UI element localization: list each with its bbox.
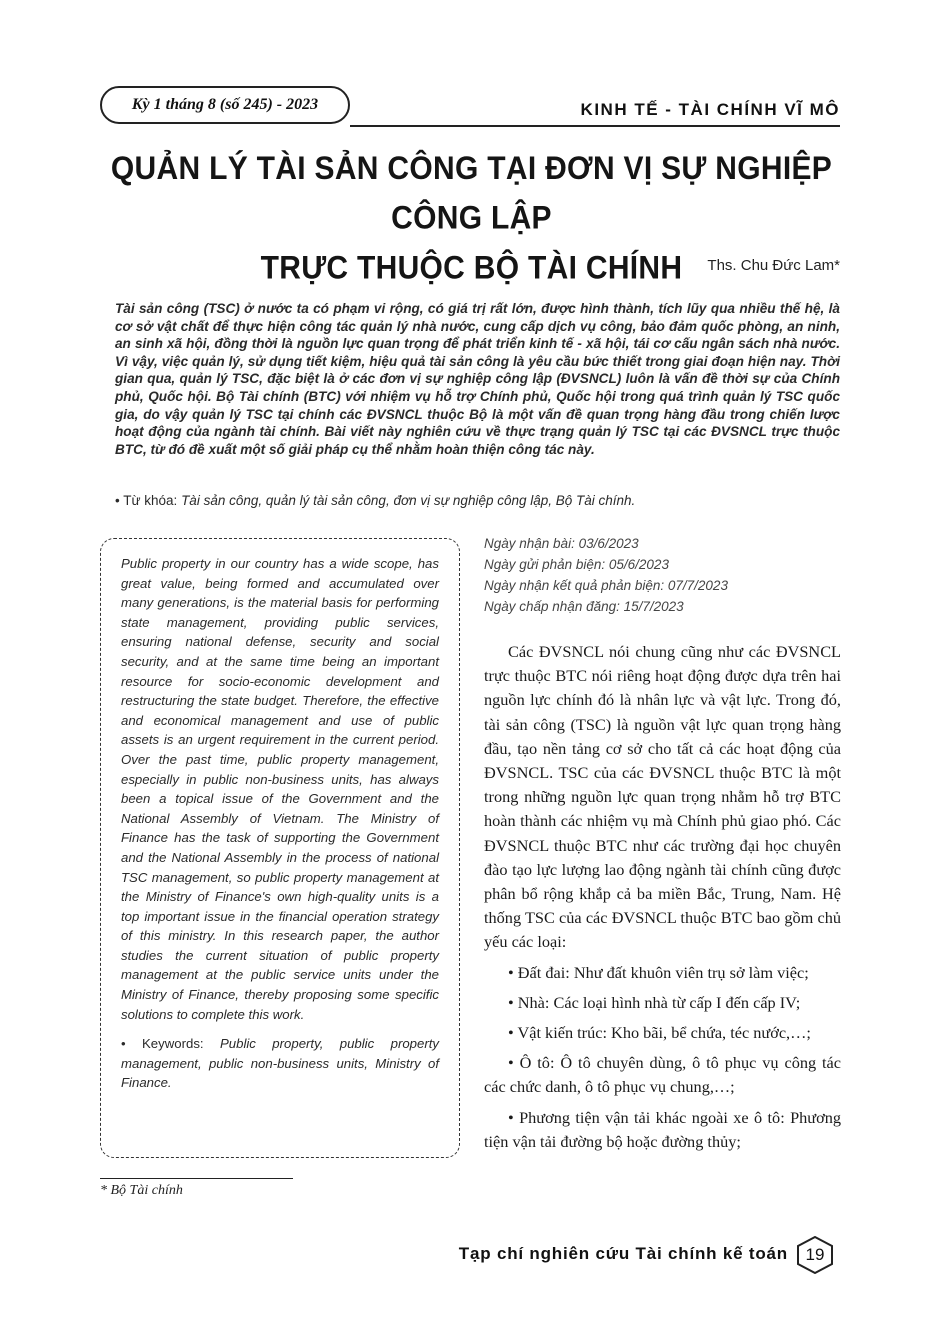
date-review-result: Ngày nhận kết quả phản biện: 07/7/2023 (484, 578, 728, 593)
article-dates (484, 533, 844, 617)
abstract-english: Public property in our country has a wide scope, has great value, being formed and accumulated over many generations, is the material basis for performing state management, providing public services, ensuring national defense, security and social security, and at the same time being an important resource for socio-economic development and restructuring the state budget. Therefore, the effective and economical management and use of public assets is an urgent requirement in the current period. Over the past time, public property management, especially in public non-business units, has always been a topical issue of the Government and the National Assembly of Vietnam. The Ministry of Finance has the task of supporting the Government and the National Assembly in the process of national TSC management, so public property management at the Ministry of Finance's own high-quality units is a top important issue in the financial operation strategy of this ministry. In this research paper, the author studies the current situation of public property management at the public service units under the Ministry of Finance, thereby proposing some specific solutions to complete this work. (121, 556, 439, 1022)
keywords-english (121, 1034, 439, 1093)
author: Ths. Chu Đức Lam* (707, 257, 840, 274)
bullet-item: • Đất đai: Như đất khuôn viên trụ sở làm việc; (508, 962, 809, 982)
abstract-english-box (100, 538, 460, 1158)
bullet-item: • Nhà: Các loại hình nhà từ cấp I đến cấp IV; (508, 992, 801, 1012)
date-sent-review: Ngày gửi phản biện: 05/6/2023 (484, 557, 669, 572)
bullet-item: • Phương tiện vận tải khác ngoài xe ô tô: Phương tiện vận tải đường bộ hoặc đường thủy; (484, 1107, 841, 1151)
keywords-en-text: Public property, public property management, public non-business units, Ministry of Finance. (121, 1036, 439, 1091)
keywords-vi-label: • Từ khóa: (115, 493, 178, 508)
body-text-column (484, 640, 841, 1154)
bullet-item: • Ô tô: Ô tô chuyên dùng, ô tô phục vụ công tác các chức danh, ô tô phục vụ chung,…; (484, 1053, 841, 1097)
section-title: KINH TẾ - TÀI CHÍNH VĨ MÔ (580, 100, 840, 119)
date-received: Ngày nhận bài: 03/6/2023 (484, 536, 639, 551)
footnote-rule (100, 1178, 293, 1179)
body-paragraph: Các ĐVSNCL nói chung cũng như các ĐVSNCL trực thuộc BTC nói riêng hoạt động được dựa trên hai nguồn lực chính đó là nhân lực và vật lực. Trong đó, tài sản công (TSC) là nguồn vật lực quan trọng hàng đầu, tạo nền tảng cơ sở cho tất cả các hoạt động của ĐVSNCL. TSC của các ĐVSNCL thuộc BTC là một trong những nguồn lực quan trọng nhằm hỗ trợ BTC hoàn thành các nhiệm vụ mà Chính phủ giao phó. Các ĐVSNCL thuộc BTC như các trường đại học chuyên đào tạo lực lượng lao động ngành tài chính cũng được phân bổ rộng khắp cả ba miền Bắc, Trung, Nam. Hệ thống TSC của các ĐVSNCL thuộc BTC bao gồm chủ yếu các loại: (484, 642, 841, 952)
header-rule (350, 125, 840, 127)
footnote: * Bộ Tài chính (100, 1183, 183, 1198)
date-accepted: Ngày chấp nhận đăng: 15/7/2023 (484, 599, 684, 614)
title-line-1: QUẢN LÝ TÀI SẢN CÔNG TẠI ĐƠN VỊ SỰ NGHIỆP CÔNG LẬP (110, 150, 833, 237)
keywords-vietnamese (115, 493, 840, 508)
keywords-en-label: • Keywords: (121, 1036, 204, 1052)
issue-badge: Kỳ 1 tháng 8 (số 245) - 2023 (100, 86, 350, 124)
title-line-2: TRỰC THUỘC BỘ TÀI CHÍNH (260, 250, 683, 286)
journal-name: Tạp chí nghiên cứu Tài chính kế toán (458, 1244, 788, 1263)
page-number: 19 (805, 1245, 825, 1264)
page-number-badge (796, 1236, 834, 1274)
bullet-item: • Vật kiến trúc: Kho bãi, bể chứa, téc nước,…; (508, 1023, 811, 1043)
abstract-vietnamese: Tài sản công (TSC) ở nước ta có phạm vi rộng, có giá trị rất lớn, được hình thành, tích lũy qua nhiều thế hệ, là cơ sở vật chất để thực hiện công tác quản lý nhà nước, cung cấp dịch vụ công, bảo đảm quốc phòng, an ninh, an sinh xã hội, đồng thời là nguồn lực quan trọng để phát triển kinh tế - xã hội, tái cơ cấu ngân sách nhà nước. Vì vậy, việc quản lý, sử dụng tiết kiệm, hiệu quả tài sản công là yêu cầu bức thiết trong giai đoạn hiện nay. Thời gian qua, quản lý TSC, đặc biệt là ở các đơn vị sự nghiệp công lập (ĐVSNCL) luôn là vấn đề thời sự của Chính phủ, Quốc hội. Bộ Tài chính (BTC) với nhiệm vụ hỗ trợ Chính phủ, Quốc hội trong quá trình quản lý TSC quốc gia, do vậy quản lý TSC tại chính các ĐVSNCL thuộc Bộ là một vấn đề quan trọng hàng đầu trong chiến lược hoạt động của ngành tài chính. Bài viết này nghiên cứu về thực trạng quản lý TSC tại các ĐVSNCL trực thuộc BTC, từ đó đề xuất một số giải pháp cụ thể nhằm hoàn thiện công tác này. (115, 301, 840, 457)
keywords-vi-text: Tài sản công, quản lý tài sản công, đơn vị sự nghiệp công lập, Bộ Tài chính. (181, 493, 636, 508)
